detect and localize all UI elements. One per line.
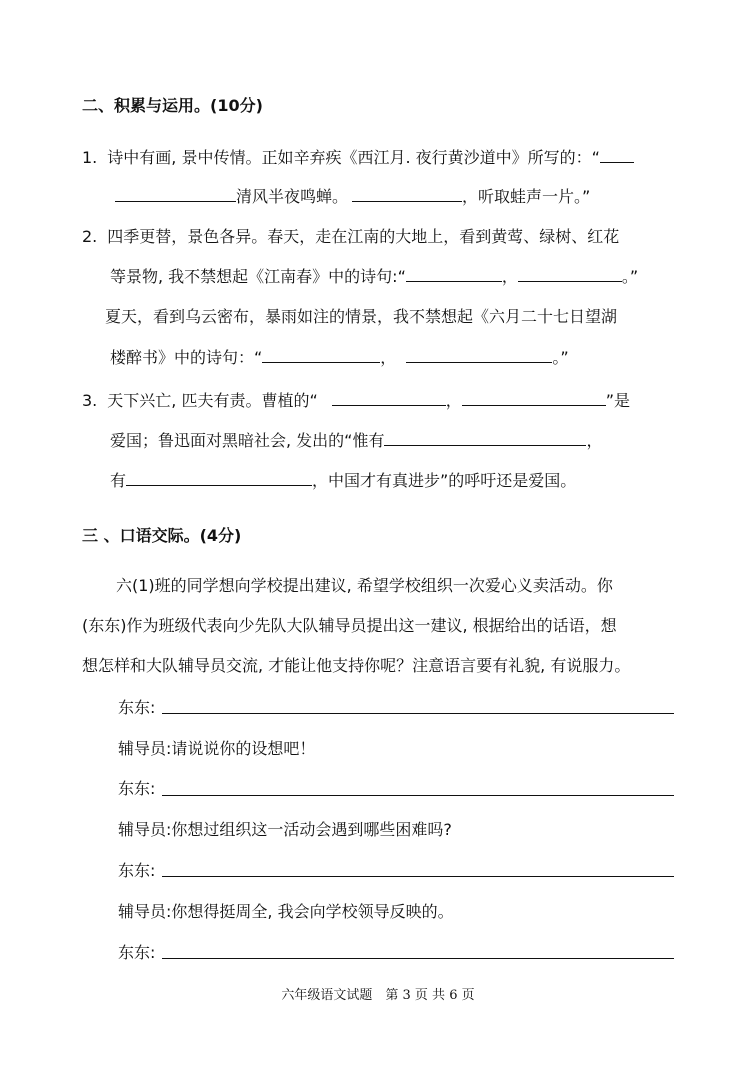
question-3-text: 天下兴亡, 匹夫有责。曹植的“ bbox=[107, 391, 318, 410]
section-3-heading: 三 、口语交际。(4分) bbox=[82, 526, 242, 545]
question-2-line-3: 夏天，看到乌云密布，暴雨如注的情景，我不禁想起《六月二十七日望湖 bbox=[105, 307, 618, 326]
question-2-text: 。” bbox=[621, 267, 639, 286]
answer-blank[interactable] bbox=[126, 469, 312, 486]
question-2-line-2 bbox=[110, 265, 638, 288]
intro-line-2: (东东)作为班级代表向少先队大队辅导员提出这一建议, 根据给出的话语，想 bbox=[82, 616, 617, 635]
answer-blank[interactable] bbox=[462, 389, 606, 406]
counselor-text: 请说说你的设想吧！ bbox=[171, 739, 316, 758]
question-1-text: 诗中有画, 景中传情。正如辛弃疾《西江月. 夜行黄沙道中》所写的：“ bbox=[107, 148, 600, 167]
answer-line[interactable] bbox=[162, 713, 674, 714]
answer-line[interactable] bbox=[162, 958, 674, 959]
page-footer: 六年级语文试题 第 3 页 共 6 页 bbox=[281, 988, 475, 1003]
question-2-text: 。” bbox=[552, 348, 569, 367]
answer-blank[interactable] bbox=[600, 146, 634, 163]
answer-line[interactable] bbox=[162, 795, 674, 796]
question-2-text: ， bbox=[380, 348, 397, 367]
question-2-text: 等景物, 我不禁想起《江南春》中的诗句:“ bbox=[110, 267, 406, 286]
question-3-text: 有 bbox=[110, 471, 127, 490]
question-3-number: 3. bbox=[82, 391, 98, 410]
question-3-text: 爱国；鲁迅面对黑暗社会, 发出的“惟有 bbox=[110, 431, 385, 450]
question-2-line-4 bbox=[110, 346, 569, 369]
question-3-text: ， bbox=[586, 431, 603, 450]
question-3-line-3 bbox=[110, 469, 576, 492]
speaker-counselor: 辅导员: bbox=[118, 902, 172, 921]
question-3-text: ， bbox=[445, 391, 462, 410]
question-3-text: ”是 bbox=[605, 391, 631, 410]
dialogue-line bbox=[118, 819, 452, 841]
question-2-number: 2. bbox=[82, 227, 98, 246]
speaker-counselor: 辅导员: bbox=[118, 820, 172, 839]
speaker-dongdong: 东东: bbox=[118, 861, 156, 880]
speaker-counselor: 辅导员: bbox=[118, 739, 172, 758]
answer-blank[interactable] bbox=[384, 429, 586, 446]
question-1-line-1 bbox=[82, 146, 634, 169]
speaker-dongdong: 东东: bbox=[118, 943, 156, 962]
answer-blank[interactable] bbox=[352, 185, 462, 202]
question-1-number: 1. bbox=[82, 148, 98, 167]
section-2-heading: 二、积累与运用。(10分) bbox=[82, 96, 263, 115]
answer-line[interactable] bbox=[162, 876, 674, 877]
answer-blank[interactable] bbox=[406, 346, 552, 363]
question-2-text: 楼醉书》中的诗句：“ bbox=[110, 348, 263, 367]
speaker-dongdong: 东东: bbox=[118, 779, 156, 798]
question-3-line-1 bbox=[82, 389, 630, 412]
answer-blank[interactable] bbox=[262, 346, 380, 363]
question-3-text: ，中国才有真进步”的呼吁还是爱国。 bbox=[312, 471, 577, 490]
question-1-line-2 bbox=[115, 185, 590, 208]
answer-blank[interactable] bbox=[115, 185, 236, 202]
question-2-text: ， bbox=[501, 267, 518, 286]
question-3-line-2 bbox=[110, 429, 602, 452]
speaker-dongdong: 东东: bbox=[118, 698, 156, 717]
dialogue-line bbox=[118, 901, 454, 923]
intro-line-3: 想怎样和大队辅导员交流, 才能让他支持你呢？注意语言要有礼貌, 有说服力。 bbox=[82, 656, 631, 675]
intro-line-1: 六(1)班的同学想向学校提出建议, 希望学校组织一次爱心义卖活动。你 bbox=[116, 576, 613, 595]
question-2-text: 四季更替，景色各异。春天，走在江南的大地上，看到黄莺、绿树、红花 bbox=[107, 227, 620, 246]
question-2-line-1 bbox=[82, 226, 619, 248]
answer-blank[interactable] bbox=[518, 265, 622, 282]
answer-blank[interactable] bbox=[332, 389, 446, 406]
counselor-text: 你想过组织这一活动会遇到哪些困难吗? bbox=[171, 820, 452, 839]
question-1-text: 清风半夜鸣蝉。 bbox=[236, 187, 349, 206]
counselor-text: 你想得挺周全, 我会向学校领导反映的。 bbox=[171, 902, 454, 921]
question-1-text: ，听取蛙声一片。” bbox=[462, 187, 591, 206]
dialogue-line bbox=[118, 738, 315, 760]
answer-blank[interactable] bbox=[406, 265, 502, 282]
